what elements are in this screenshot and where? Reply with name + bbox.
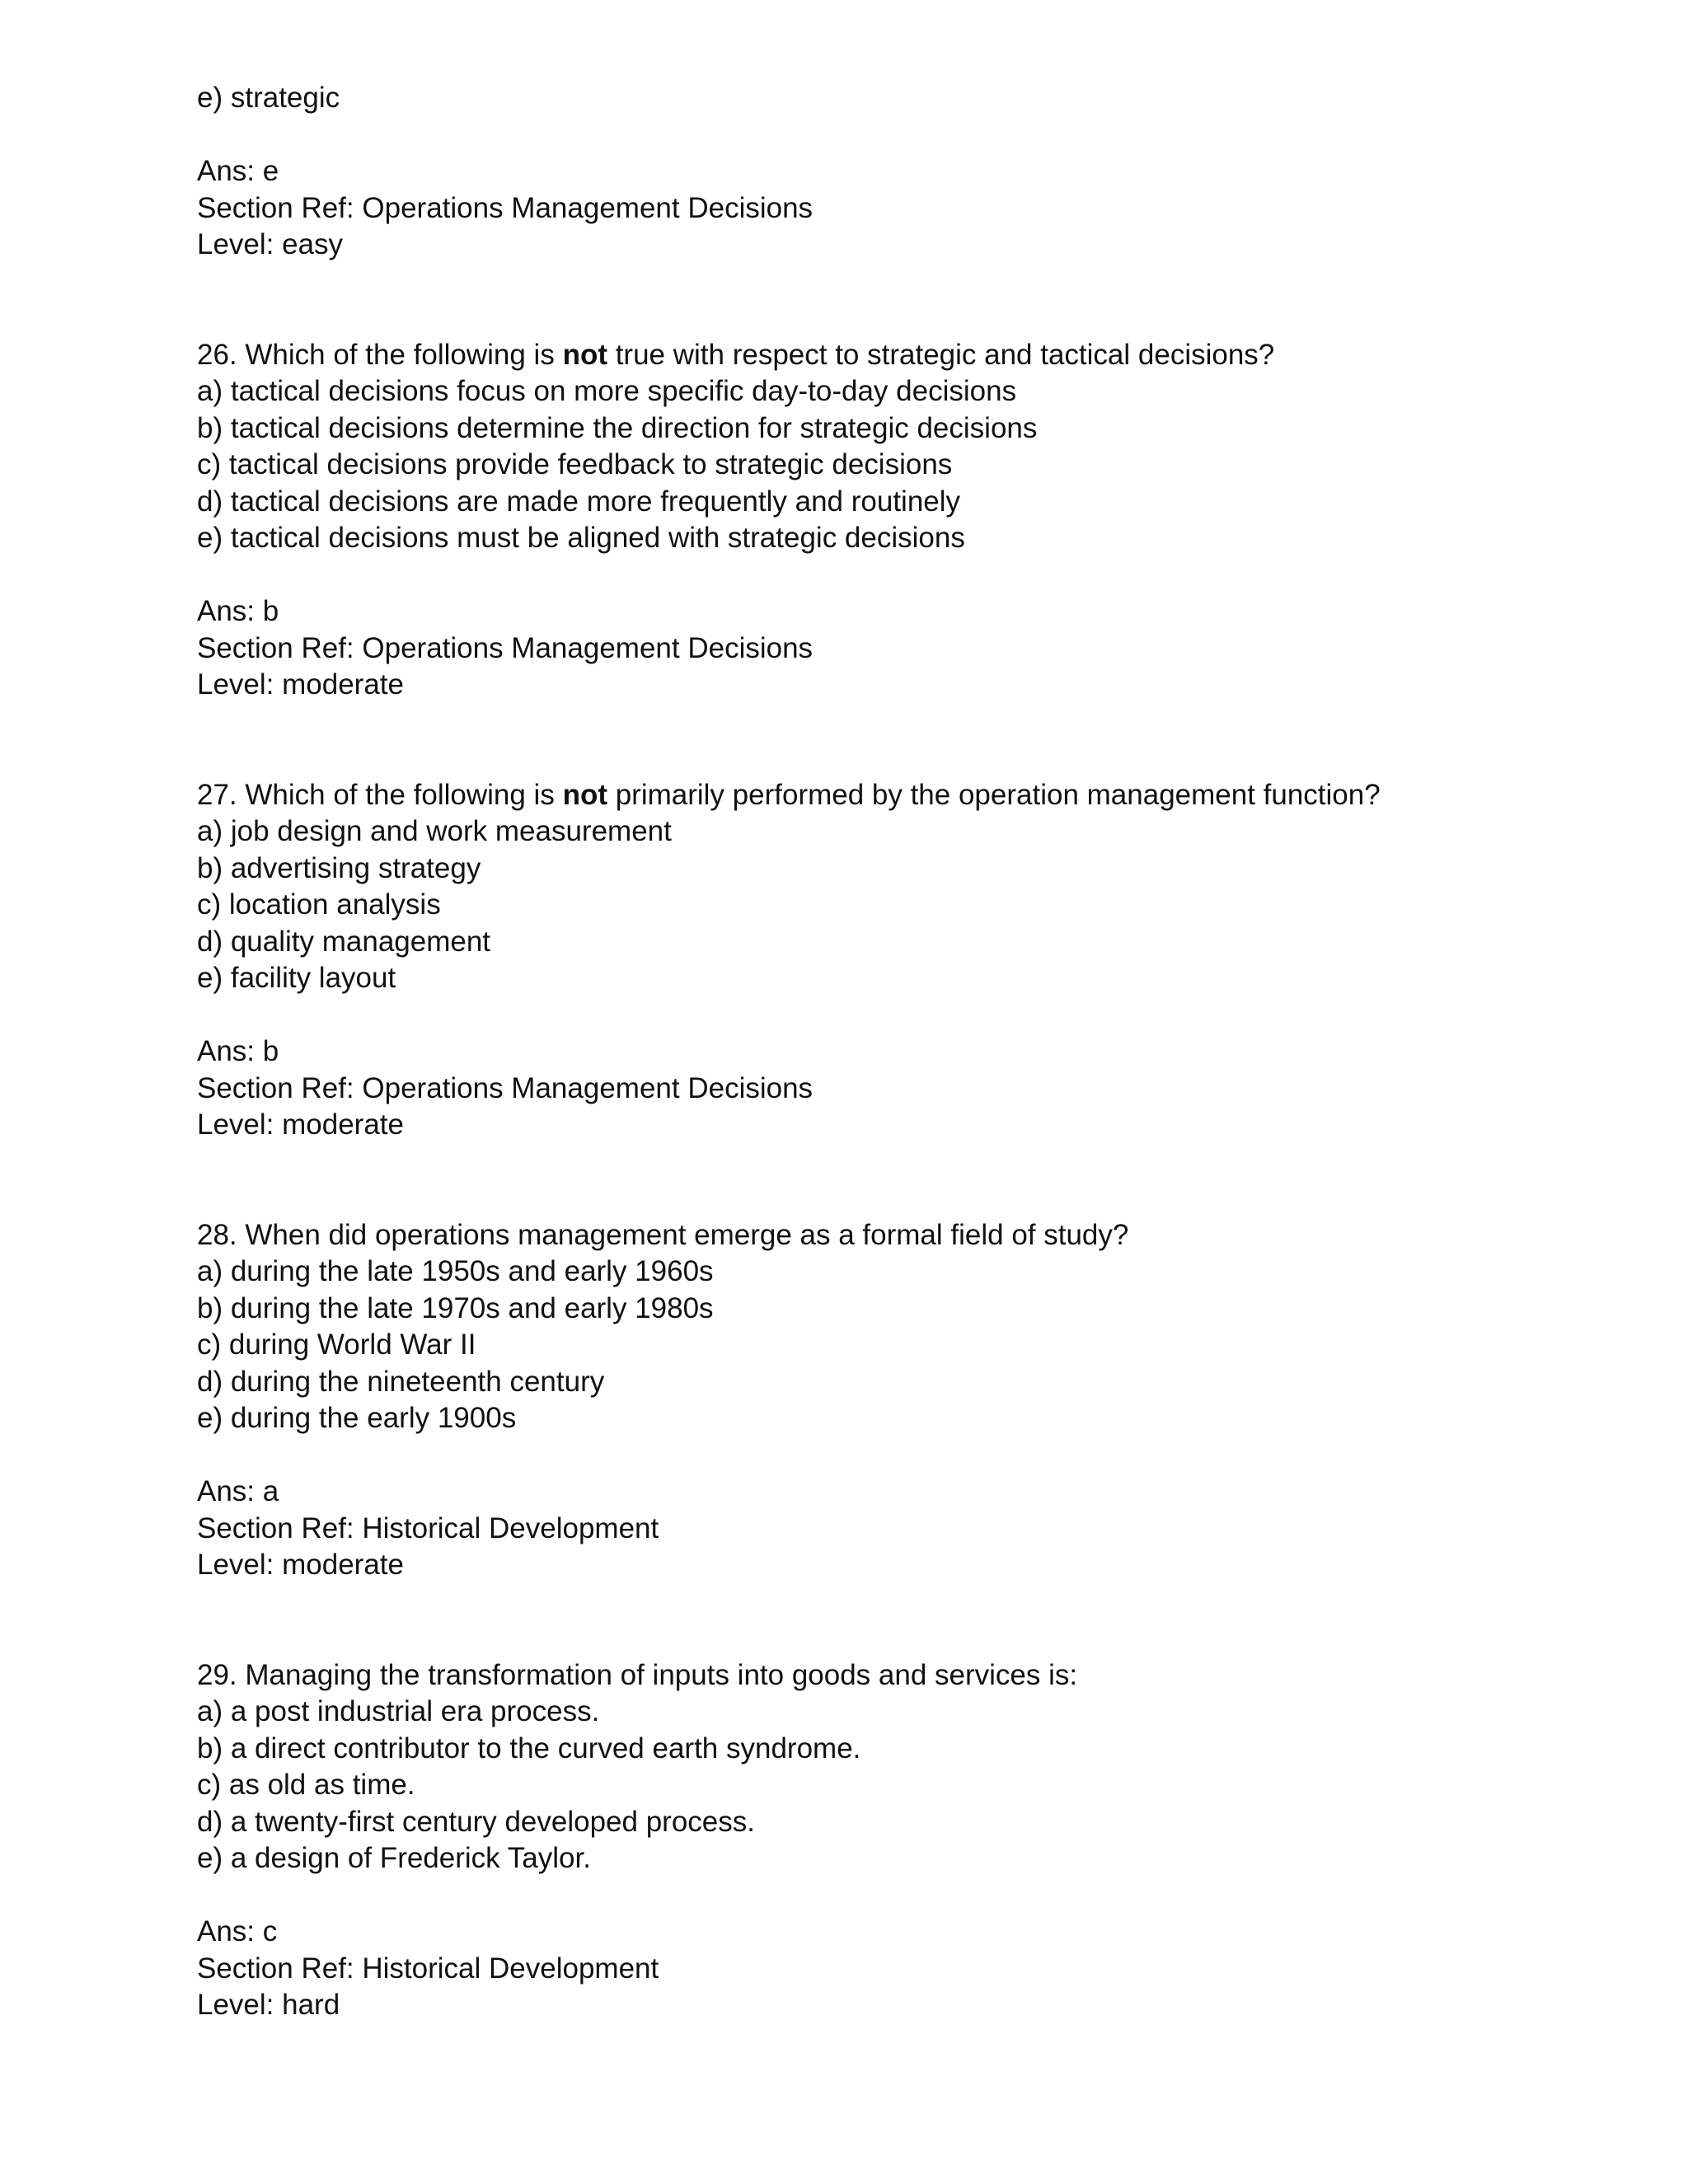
section-ref: Section Ref: Operations Management Decisions bbox=[197, 191, 814, 224]
option-c: c) during World War II bbox=[197, 1329, 476, 1361]
question-text: 26. Which of the following is not true with respect to strategic and tactical decisions? bbox=[197, 338, 1275, 371]
option-e: e) tactical decisions must be aligned with strategic decisions bbox=[197, 522, 965, 554]
emphasis-not: not bbox=[562, 338, 607, 371]
level: Level: easy bbox=[197, 228, 344, 260]
option-c: c) location analysis bbox=[197, 888, 441, 921]
option-d: d) tactical decisions are made more frequently and routinely bbox=[197, 485, 961, 518]
answer: Ans: c bbox=[197, 1915, 278, 1947]
option-d: d) during the nineteenth century bbox=[197, 1365, 605, 1398]
level: Level: hard bbox=[197, 1989, 340, 2021]
question-29 bbox=[197, 1657, 1615, 2024]
option-c: c) as old as time. bbox=[197, 1769, 415, 1801]
answer: Ans: b bbox=[197, 595, 279, 627]
option-e: e) strategic bbox=[197, 82, 340, 114]
carryover-block bbox=[197, 80, 1615, 264]
answer: Ans: b bbox=[197, 1035, 279, 1067]
answer: Ans: e bbox=[197, 155, 279, 187]
option-c: c) tactical decisions provide feedback to strategic decisions bbox=[197, 448, 953, 480]
option-e: e) a design of Frederick Taylor. bbox=[197, 1842, 591, 1874]
option-d: d) a twenty-first century developed process. bbox=[197, 1805, 755, 1838]
emphasis-not: not bbox=[562, 778, 607, 811]
question-text: 27. Which of the following is not primarily performed by the operation management function? bbox=[197, 778, 1381, 811]
question-text: 29. Managing the transformation of inputs into goods and services is: bbox=[197, 1658, 1078, 1691]
document-page bbox=[197, 80, 1615, 2024]
option-b: b) advertising strategy bbox=[197, 851, 481, 884]
level: Level: moderate bbox=[197, 668, 404, 701]
option-b: b) a direct contributor to the curved earth syndrome. bbox=[197, 1732, 861, 1765]
section-ref: Section Ref: Operations Management Decisions bbox=[197, 1071, 814, 1104]
answer: Ans: a bbox=[197, 1475, 279, 1507]
question-27 bbox=[197, 777, 1615, 1144]
section-ref: Section Ref: Historical Development bbox=[197, 1511, 659, 1544]
option-d: d) quality management bbox=[197, 925, 491, 958]
option-e: e) during the early 1900s bbox=[197, 1402, 517, 1434]
question-text: 28. When did operations management emerge as a formal field of study? bbox=[197, 1218, 1129, 1251]
question-26 bbox=[197, 337, 1615, 704]
option-e: e) facility layout bbox=[197, 962, 396, 994]
section-ref: Section Ref: Historical Development bbox=[197, 1952, 659, 1985]
option-a: a) tactical decisions focus on more specific day-to-day decisions bbox=[197, 375, 1017, 407]
option-b: b) tactical decisions determine the direction for strategic decisions bbox=[197, 411, 1038, 444]
option-a: a) during the late 1950s and early 1960s bbox=[197, 1255, 714, 1287]
option-a: a) job design and work measurement bbox=[197, 815, 672, 847]
question-28 bbox=[197, 1217, 1615, 1584]
section-ref: Section Ref: Operations Management Decisions bbox=[197, 631, 814, 664]
level: Level: moderate bbox=[197, 1108, 404, 1141]
level: Level: moderate bbox=[197, 1549, 404, 1581]
option-a: a) a post industrial era process. bbox=[197, 1695, 600, 1727]
option-b: b) during the late 1970s and early 1980s bbox=[197, 1291, 714, 1324]
